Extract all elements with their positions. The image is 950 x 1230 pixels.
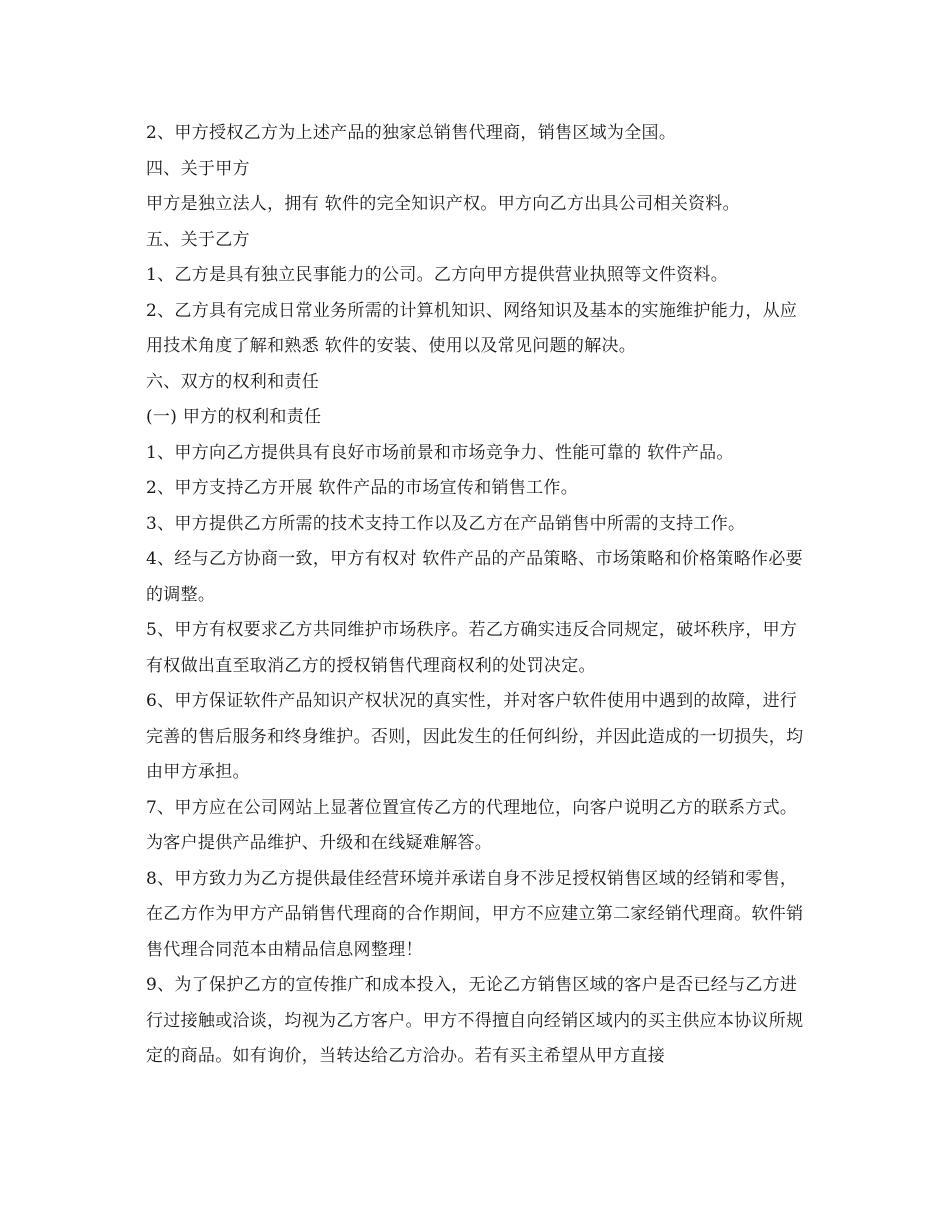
heading-rights-and-duties: 六、双方的权利和责任 (146, 371, 319, 392)
heading-about-party-a: 四、关于甲方 (146, 158, 250, 179)
paragraph-party-a-right2: 2、甲方支持乙方开展 软件产品的市场宣传和销售工作。 (146, 478, 579, 498)
document-body (146, 116, 806, 1075)
paragraph-party-a-right1: 1、甲方向乙方提供具有良好市场前景和市场竞争力、性能可靠的 软件产品。 (146, 442, 734, 463)
paragraph-party-b-item2: 2、乙方具有完成日常业务所需的计算机知识、网络知识及基本的实施维护能力，从应用技术角度了解和熟悉 软件的安装、使用以及常见问题的解决。 (146, 300, 798, 356)
paragraph-party-a-right3: 3、甲方提供乙方所需的技术支持工作以及乙方在产品销售中所需的支持工作。 (146, 513, 746, 534)
paragraph-party-b-item1: 1、乙方是具有独立民事能力的公司。乙方向甲方提供营业执照等文件资料。 (146, 265, 729, 285)
paragraph-section3-item2: 2、甲方授权乙方为上述产品的独家总销售代理商，销售区域为全国。 (146, 123, 677, 143)
paragraph-party-a-right6: 6、甲方保证软件产品知识产权状况的真实性，并对客户软件使用中遇到的故障，进行完善的售后服务和终身维护。否则，因此发生的任何纠纷，并因此造成的一切损失，均由甲方承担。 (146, 691, 804, 782)
heading-about-party-b: 五、关于乙方 (146, 229, 250, 250)
paragraph-party-a-right9: 9、为了保护乙方的宣传推广和成本投入，无论乙方销售区域的客户是否已经与乙方进行过接触或洽谈，均视为乙方客户。甲方不得擅自向经销区域内的买主供应本协议所规定的商品。如有询价，当转达给乙方洽办。若有买主希望从甲方直接 (146, 975, 804, 1066)
paragraph-party-a-right5: 5、甲方有权要求乙方共同维护市场秩序。若乙方确实违反合同规定，破坏秩序，甲方有权做出直至取消乙方的授权销售代理商权利的处罚决定。 (146, 620, 798, 676)
paragraph-party-a-right7: 7、甲方应在公司网站上显著位置宣传乙方的代理地位，向客户说明乙方的联系方式。为客户提供产品维护、升级和在线疑难解答。 (146, 797, 798, 853)
paragraph-party-a-right8: 8、甲方致力为乙方提供最佳经营环境并承诺自身不涉足授权销售区域的经销和零售，在乙方作为甲方产品销售代理商的合作期间，甲方不应建立第二家经销代理商。软件销售代理合同范本由精品信息网整理！ (146, 868, 804, 960)
paragraph-party-a-right4: 4、经与乙方协商一致，甲方有权对 软件产品的产品策略、市场策略和价格策略作必要的调整。 (146, 549, 803, 605)
paragraph-party-a-intro: 甲方是独立法人，拥有 软件的完全知识产权。甲方向乙方出具公司相关资料。 (146, 194, 740, 214)
subheading-party-a-rights: (一) 甲方的权利和责任 (146, 407, 322, 427)
